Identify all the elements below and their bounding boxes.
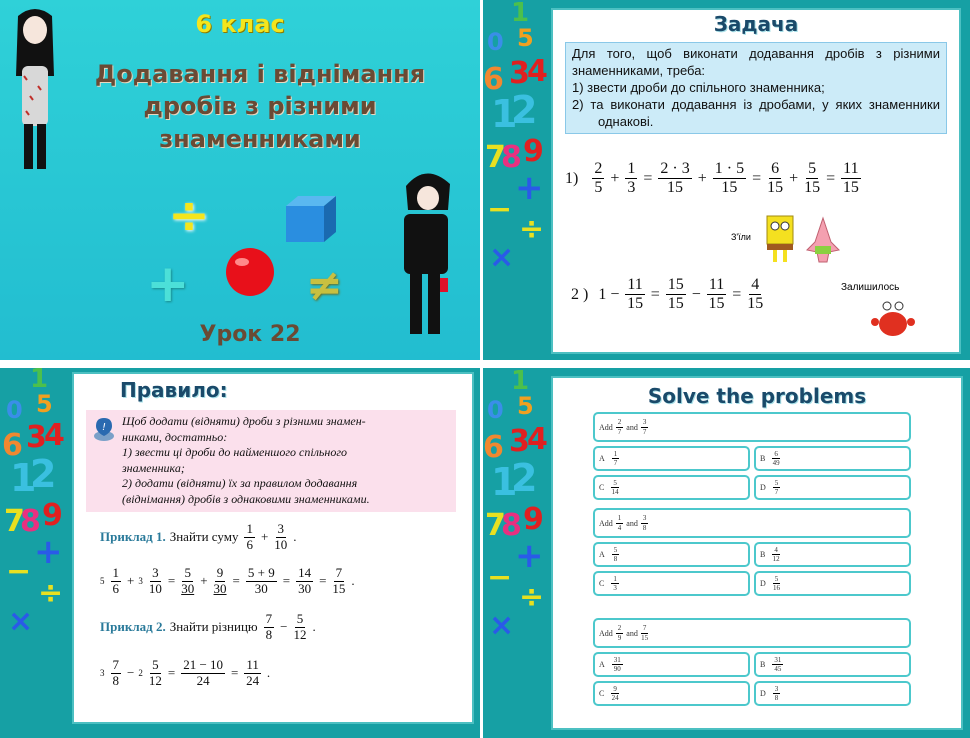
minus-deco-icon: − xyxy=(6,554,32,589)
slide-rule xyxy=(0,368,480,738)
deco-digit: 3 xyxy=(509,424,530,459)
plus-deco-icon: + xyxy=(515,536,544,576)
rule-line: 2) додати (відняти) їх за правилом додавання xyxy=(122,476,358,491)
divide-sign: ÷ xyxy=(168,186,210,244)
deco-digit: 5 xyxy=(36,390,53,418)
answer-option-d[interactable]: D $\frac{3}{8}$ xyxy=(754,681,911,706)
answer-option-a[interactable]: A $\frac{1}{7}$ xyxy=(593,446,750,471)
fraction: $\frac{5}{30}$ xyxy=(181,565,195,596)
decorative-number-column xyxy=(0,368,70,738)
fraction: $\frac{1}{4}$ xyxy=(617,514,622,532)
fraction: $\frac{5 + 9}{30}$ xyxy=(247,565,275,596)
divide-deco-icon: ÷ xyxy=(38,576,64,611)
deco-digit: 8 xyxy=(501,140,522,175)
decorative-number-column xyxy=(483,0,553,360)
equation-1 xyxy=(565,160,863,198)
deco-digit: 8 xyxy=(501,508,522,543)
deco-digit: 8 xyxy=(20,504,41,539)
times-deco-icon: × xyxy=(489,608,515,643)
multiplier: 5 xyxy=(100,576,105,587)
answer-option-c[interactable]: C $\frac{9}{24}$ xyxy=(593,681,750,706)
equation-label: 1) xyxy=(565,169,579,187)
title-line-2: дробів з різними xyxy=(143,92,377,121)
rule-line: знаменника; xyxy=(122,460,185,475)
title-line-3: знаменниками xyxy=(159,124,361,153)
multiplier: 3 xyxy=(138,576,143,587)
operator: − xyxy=(691,285,701,303)
fraction: $\frac{4}{12}$ xyxy=(772,545,780,563)
operator: + xyxy=(789,169,799,187)
deco-digit: 6 xyxy=(2,428,23,463)
fraction: $\frac{3}{8}$ xyxy=(642,514,647,532)
fraction: $\frac{21 - 10}{24}$ xyxy=(183,657,224,688)
fraction: $\frac{2}{9}$ xyxy=(617,624,622,642)
fraction: $\frac{6}{15}$ xyxy=(767,160,784,197)
minus-deco-icon: − xyxy=(487,560,513,595)
fraction: $\frac{7}{15}$ xyxy=(332,565,346,596)
slide-title xyxy=(0,0,480,360)
equation-2 xyxy=(571,276,765,314)
fraction: $\frac{31}{90}$ xyxy=(613,655,621,673)
rule-intro: Для того, щоб виконати додавання дробів з різними знаменниками, треба: xyxy=(572,46,940,78)
fraction: $\frac{11}{24}$ xyxy=(246,657,260,688)
answer-option-b[interactable]: B $\frac{6}{49}$ xyxy=(754,446,911,471)
question-prompt: Add xyxy=(599,518,613,528)
fraction: $\frac{11}{15}$ xyxy=(842,160,859,197)
deco-digit: 9 xyxy=(42,498,63,533)
answer-option-b[interactable]: B $\frac{4}{12}$ xyxy=(754,542,911,567)
plus-sign: + xyxy=(146,254,190,314)
fraction: $\frac{9}{24}$ xyxy=(611,684,619,702)
deco-digit: 9 xyxy=(523,502,544,537)
plus-deco-icon: + xyxy=(515,168,544,208)
mr-krabs-illustration xyxy=(871,300,915,342)
example-2-solution: 3 $\frac{7}{8}$ − 2 $\frac{5}{12}$ = $\frac{21 - 10}{24}$ = $\frac{11}{24}$ . xyxy=(100,657,271,688)
slide-content-card xyxy=(551,8,961,354)
fraction: $\frac{7}{8}$ xyxy=(112,657,119,688)
divide-deco-icon: ÷ xyxy=(519,212,545,247)
example-1-solution: 5 $\frac{1}{6}$ + 3 $\frac{3}{10}$ = $\frac{5}{30}$ + $\frac{9}{30}$ = $\frac{5 + 9}{30}$ = $\frac{14}{30}$ = $\frac{7}{15}$ . xyxy=(100,565,355,596)
question-prompt: Add xyxy=(599,628,613,638)
deco-digit: 1 xyxy=(511,0,530,28)
fraction: $\frac{3}{10}$ xyxy=(148,565,162,596)
fraction: $\frac{31}{45}$ xyxy=(774,655,782,673)
times-deco-icon: × xyxy=(489,240,515,275)
example-label: Приклад 1. xyxy=(100,529,166,545)
operator: + xyxy=(610,169,620,187)
slide-content-card xyxy=(551,376,963,730)
patrick-illustration xyxy=(805,216,841,264)
deco-digit: 1 xyxy=(491,460,518,504)
operator: − xyxy=(610,285,620,303)
slide-heading: Задача xyxy=(713,12,799,36)
fraction: $\frac{1}{3}$ xyxy=(613,574,617,592)
deco-digit: 2 xyxy=(511,88,538,132)
fraction: $\frac{11}{15}$ xyxy=(627,276,644,313)
slide-heading: Solve the problems xyxy=(647,384,867,408)
deco-digit: 1 xyxy=(511,368,530,396)
fraction: $\frac{3}{7}$ xyxy=(642,418,647,436)
fraction: $\frac{7}{8}$ xyxy=(265,611,273,642)
fraction: $\frac{1 \cdot 5}{15}$ xyxy=(714,160,745,197)
lesson-number: Урок 22 xyxy=(199,322,301,347)
deco-digit: 3 xyxy=(509,56,530,91)
question-2 xyxy=(593,508,911,538)
answer-option-a[interactable]: A $\frac{31}{90}$ xyxy=(593,652,750,677)
fraction: $\frac{1}{6}$ xyxy=(246,521,253,552)
example-2-heading: Приклад 2. Знайти різницю $\frac{7}{8}$ − $\frac{5}{12}$ . xyxy=(100,611,316,642)
deco-digit: 5 xyxy=(517,24,534,52)
remaining-label: Залишилось xyxy=(841,282,900,293)
fraction: $\frac{6}{49}$ xyxy=(772,449,780,467)
deco-digit: 1 xyxy=(30,368,49,394)
rule-line: 1) звести ці дроби до найменшого спільного xyxy=(122,445,348,460)
fraction: $\frac{5}{8}$ xyxy=(613,545,618,563)
question-and: and xyxy=(626,422,638,432)
blue-cube-shape xyxy=(284,194,338,244)
deco-digit: 4 xyxy=(527,54,548,89)
answer-option-c[interactable]: C $\frac{5}{14}$ xyxy=(593,475,750,500)
spongebob-illustration xyxy=(763,214,797,264)
operator: + xyxy=(697,169,707,187)
fraction: $\frac{3}{10}$ xyxy=(274,521,288,552)
question-and: and xyxy=(626,518,638,528)
deco-digit: 6 xyxy=(483,430,504,465)
example-text: Знайти різницю xyxy=(169,619,258,635)
info-pin-icon xyxy=(92,416,116,442)
slide-heading: Правило: xyxy=(120,378,228,402)
fraction: $\frac{2}{7}$ xyxy=(617,418,622,436)
deco-digit: 0 xyxy=(487,396,504,424)
fraction: $\frac{5}{14}$ xyxy=(611,478,619,496)
deco-digit: 4 xyxy=(527,422,548,457)
question-and: and xyxy=(626,628,638,638)
fraction: $\frac{3}{8}$ xyxy=(774,684,779,702)
example-label: Приклад 2. xyxy=(100,619,166,635)
answer-option-d[interactable]: D $\frac{5}{16}$ xyxy=(754,571,911,596)
example-1-heading: Приклад 1. Знайти суму $\frac{1}{6}$ + $\frac{3}{10}$ . xyxy=(100,521,297,552)
fraction: $\frac{7}{15}$ xyxy=(641,624,649,642)
deco-digit: 3 xyxy=(26,420,47,455)
times-deco-icon: × xyxy=(8,604,34,639)
deco-digit: 2 xyxy=(30,452,57,496)
multiplier: 2 xyxy=(138,668,143,679)
deco-digit: 6 xyxy=(483,62,504,97)
equation-label: 2 ) xyxy=(571,285,589,303)
deco-digit: 4 xyxy=(44,418,65,453)
fraction: $\frac{9}{30}$ xyxy=(213,565,227,596)
title-line-1: Додавання і віднімання xyxy=(94,60,426,88)
rule-line: (віднімання) дробів з однаковими знаменниками. xyxy=(122,491,370,506)
fraction: $\frac{14}{30}$ xyxy=(298,565,312,596)
fraction: $\frac{11}{15}$ xyxy=(708,276,725,313)
fraction: $\frac{5}{15}$ xyxy=(804,160,821,197)
fraction: $\frac{5}{16}$ xyxy=(773,574,781,592)
not-equal-sign: ≠ xyxy=(306,260,343,311)
red-circle-shape xyxy=(224,246,276,298)
slide-problem xyxy=(483,0,970,360)
deco-digit: 1 xyxy=(491,92,518,136)
girl-character-illustration xyxy=(8,6,62,181)
slide-content-card xyxy=(72,372,474,724)
answer-option-d[interactable]: D $\frac{5}{7}$ xyxy=(754,475,911,500)
deco-digit: 2 xyxy=(511,456,538,500)
deco-digit: 0 xyxy=(487,28,504,56)
answer-option-a[interactable]: A $\frac{5}{8}$ xyxy=(593,542,750,567)
boy-character-illustration xyxy=(394,166,458,340)
lesson-title xyxy=(80,58,440,155)
equals: = xyxy=(752,169,762,187)
rule-box xyxy=(86,410,456,512)
fraction: $\frac{2}{5}$ xyxy=(594,160,603,197)
slide-quiz xyxy=(483,368,970,738)
equals: = xyxy=(732,285,742,303)
deco-digit: 7 xyxy=(485,508,506,543)
answer-option-c[interactable]: C $\frac{1}{3}$ xyxy=(593,571,750,596)
deco-digit: 7 xyxy=(4,504,25,539)
fraction: $\frac{1}{3}$ xyxy=(627,160,636,197)
equals: = xyxy=(643,169,653,187)
fraction: $\frac{5}{7}$ xyxy=(774,478,779,496)
question-prompt: Add xyxy=(599,422,613,432)
equals: = xyxy=(826,169,836,187)
fraction: $\frac{4}{15}$ xyxy=(747,276,764,313)
rule-line: никами, достатньо: xyxy=(122,429,228,444)
fraction: $\frac{15}{15}$ xyxy=(667,276,684,313)
question-3 xyxy=(593,618,911,648)
fraction: $\frac{5}{12}$ xyxy=(148,657,162,688)
fraction: $\frac{1}{6}$ xyxy=(112,565,119,596)
minus-deco-icon: − xyxy=(487,192,513,227)
fraction: $\frac{1}{7}$ xyxy=(613,449,618,467)
divide-deco-icon: ÷ xyxy=(519,580,545,615)
equals: = xyxy=(650,285,660,303)
rule-step-1: 1) звести дроби до спільного знаменника; xyxy=(572,79,825,95)
deco-digit: 5 xyxy=(517,392,534,420)
decorative-number-column xyxy=(483,368,553,738)
rule-box xyxy=(565,42,947,134)
rule-step-2: 2) та виконати додавання із дробами, у яких знаменники однакові. xyxy=(572,96,940,129)
rule-line: Щоб додати (відняти) дроби з різними знамен- xyxy=(122,414,366,428)
grade-label: 6 клас xyxy=(195,10,285,38)
fraction: $\frac{5}{12}$ xyxy=(293,611,307,642)
whole-number: 1 xyxy=(598,285,607,303)
deco-digit: 9 xyxy=(523,134,544,169)
eaten-label: З'їли xyxy=(731,232,751,242)
deco-digit: 1 xyxy=(10,456,37,500)
example-text: Знайти суму xyxy=(169,529,239,545)
fraction: $\frac{2 \cdot 3}{15}$ xyxy=(660,160,690,197)
deco-digit: 7 xyxy=(485,140,506,175)
question-1 xyxy=(593,412,911,442)
deco-digit: 0 xyxy=(6,396,23,424)
svg-text:!: ! xyxy=(101,422,107,433)
multiplier: 3 xyxy=(100,668,105,679)
answer-option-b[interactable]: B $\frac{31}{45}$ xyxy=(754,652,911,677)
plus-deco-icon: + xyxy=(34,532,63,572)
